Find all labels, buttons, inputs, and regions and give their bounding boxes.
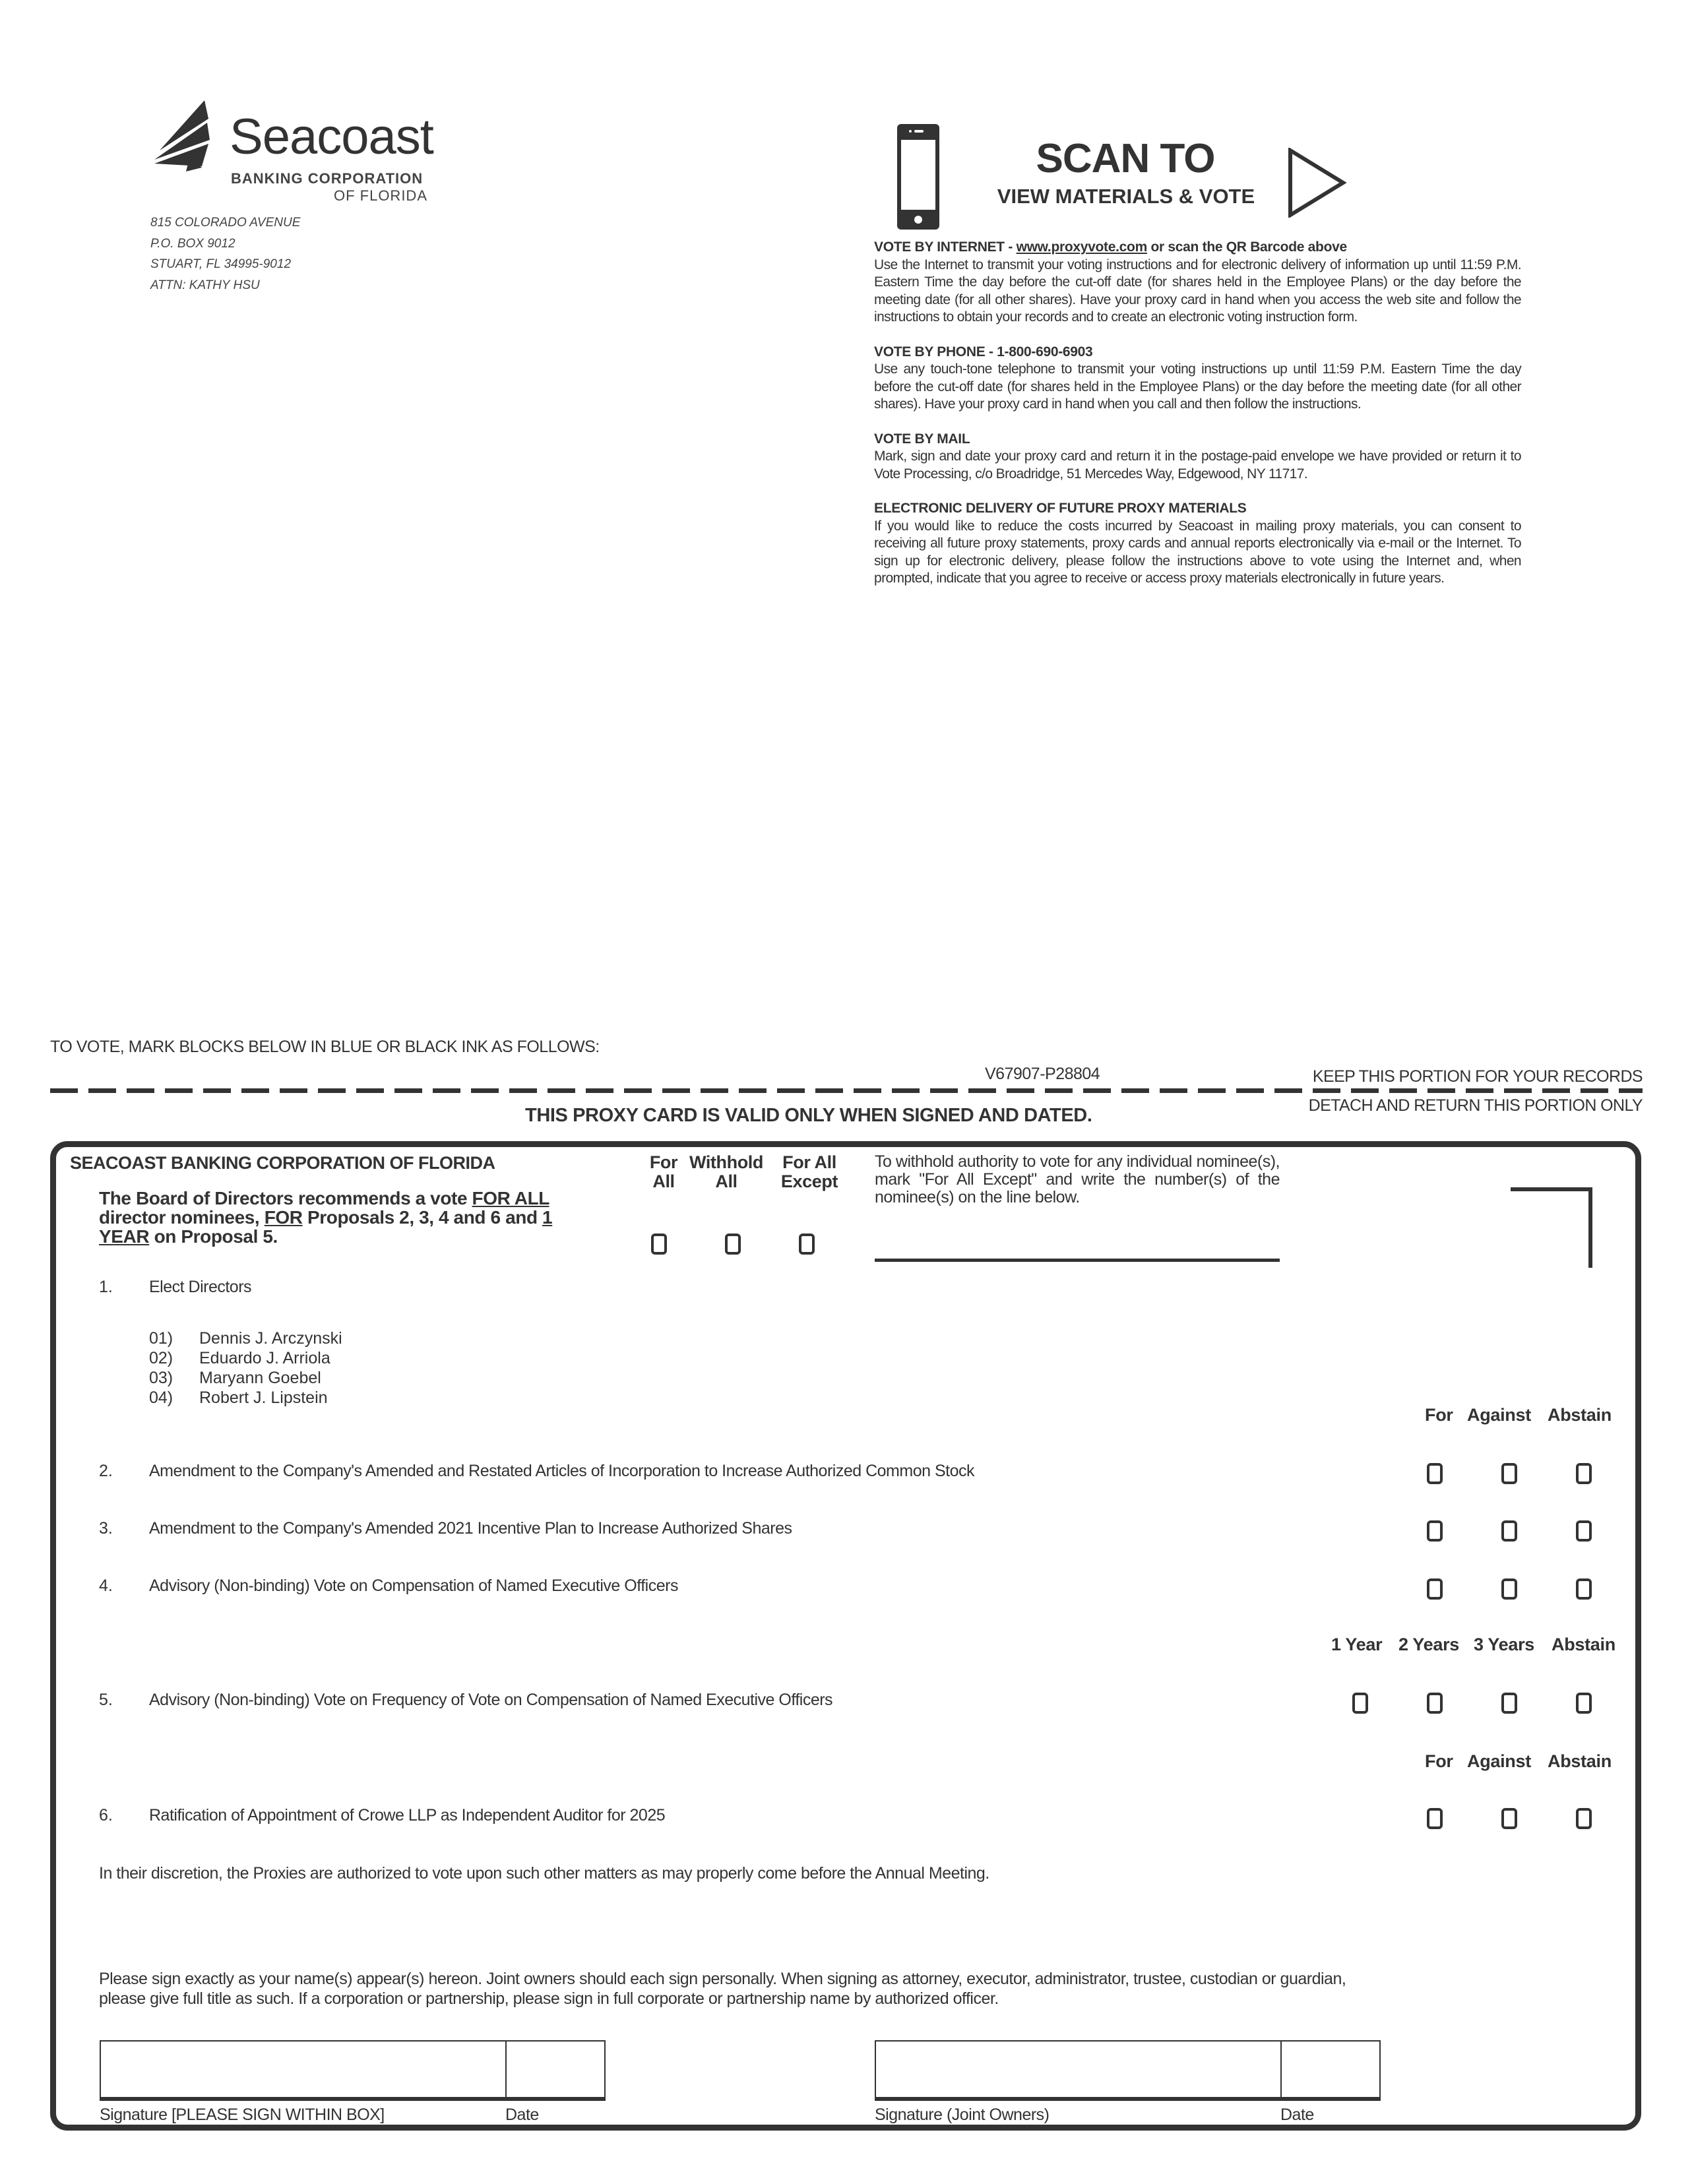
electronic-body: If you would like to reduce the costs incurred by Seacoast in mailing proxy materials, you can consent to receiving all future proxy statements, proxy cards and annual reports electronically via e-mail or the Internet. To sign up for electronic delivery, please follow the instructions above to vote using the Internet and, when prompted, indicate that you agree to receive or access proxy materials electronically in future years. xyxy=(874,518,1521,586)
mail-body: Mark, sign and date your proxy card and return it in the postage-paid envelope we have provided or return it to Vote Processing, c/o Broadridge, 51 Mercedes Way, Edgewood, NY 11717. xyxy=(874,449,1521,482)
proposal-4-for-checkbox[interactable] xyxy=(1427,1578,1443,1600)
keep-portion-label: KEEP THIS PORTION FOR YOUR RECORDS xyxy=(1312,1067,1643,1086)
proposal-4-number: 4. xyxy=(99,1576,113,1595)
validity-notice: THIS PROXY CARD IS VALID ONLY WHEN SIGNED AND DATED. xyxy=(525,1105,1092,1126)
proposal-6-text: Ratification of Appointment of Crowe LLP as Independent Auditor for 2025 xyxy=(149,1806,666,1825)
internet-heading-suffix: or scan the QR Barcode above xyxy=(1146,239,1347,255)
registration-corner-mark xyxy=(1511,1187,1592,1268)
two-years-header: 2 Years xyxy=(1398,1635,1460,1654)
proposal-6-for-checkbox[interactable] xyxy=(1427,1808,1443,1829)
proposal-5-three-years-checkbox[interactable] xyxy=(1501,1693,1517,1714)
for-all-header: For All xyxy=(649,1152,678,1191)
voting-instructions xyxy=(874,239,1521,605)
signing-instructions: Please sign exactly as your name(s) appear(s) hereon. Joint owners should each sign personally. When signing as attorney, executor, administrator, trustee, custodian or guardian, please give full title as such. If a corporation or partnership, please sign in full corporate or partnership name by authorized officer. xyxy=(99,1970,1346,2008)
joint-date-field[interactable] xyxy=(1280,2040,1381,2101)
nominee-item: 04) Robert J. Lipstein xyxy=(149,1388,328,1407)
abstain-header: Abstain xyxy=(1548,1751,1612,1771)
for-header: For xyxy=(1425,1751,1453,1771)
discretion-statement: In their discretion, the Proxies are authorized to vote upon such other matters as may properly come before the Annual Meeting. xyxy=(99,1864,989,1883)
withhold-all-checkbox[interactable] xyxy=(725,1233,741,1255)
proposal-3-text: Amendment to the Company's Amended 2021 Incentive Plan to Increase Authorized Shares xyxy=(149,1519,792,1538)
joint-signature-label: Signature (Joint Owners) xyxy=(875,2106,1050,2124)
for-header: For xyxy=(1425,1405,1453,1425)
proposal-3-for-checkbox[interactable] xyxy=(1427,1520,1443,1542)
nominee-item: 02) Eduardo J. Arriola xyxy=(149,1349,330,1367)
proposal-6-against-checkbox[interactable] xyxy=(1501,1808,1517,1829)
proposal-1-text: Elect Directors xyxy=(149,1278,252,1296)
mail-heading: VOTE BY MAIL xyxy=(874,431,970,447)
proposal-2-abstain-checkbox[interactable] xyxy=(1576,1463,1592,1484)
nominee-item: 01) Dennis J. Arczynski xyxy=(149,1329,342,1348)
proposal-4-abstain-checkbox[interactable] xyxy=(1576,1578,1592,1600)
scan-subtitle: VIEW MATERIALS & VOTE xyxy=(997,185,1255,208)
proposal-2-number: 2. xyxy=(99,1462,113,1480)
signature-date-field[interactable] xyxy=(505,2040,606,2101)
three-years-header: 3 Years xyxy=(1474,1635,1535,1654)
address-line: 815 COLORADO AVENUE xyxy=(150,216,301,230)
joint-date-label: Date xyxy=(1280,2106,1314,2124)
proposal-3-against-checkbox[interactable] xyxy=(1501,1520,1517,1542)
company-name: SEACOAST BANKING CORPORATION OF FLORIDA xyxy=(70,1153,495,1173)
electronic-heading: ELECTRONIC DELIVERY OF FUTURE PROXY MATERIALS xyxy=(874,501,1247,516)
for-all-except-header: For All Except xyxy=(780,1152,838,1191)
nominee-list xyxy=(149,1328,342,1408)
address-line: P.O. BOX 9012 xyxy=(150,236,235,251)
signature-label: Signature [PLEASE SIGN WITHIN BOX] xyxy=(100,2106,385,2124)
seacoast-logo xyxy=(150,99,433,204)
proposal-5-two-years-checkbox[interactable] xyxy=(1427,1693,1443,1714)
signature-date-label: Date xyxy=(505,2106,539,2124)
proxyvote-link[interactable]: www.proxyvote.com xyxy=(1016,239,1147,255)
proposal-4-text: Advisory (Non-binding) Vote on Compensation of Named Executive Officers xyxy=(149,1576,678,1595)
one-year-header: 1 Year xyxy=(1331,1635,1383,1654)
control-code: V67907-P28804 xyxy=(985,1065,1100,1083)
proposal-2-text: Amendment to the Company's Amended and Restated Articles of Incorporation to Increase Authorized Common Stock xyxy=(149,1462,974,1480)
proposal-6-abstain-checkbox[interactable] xyxy=(1576,1808,1592,1829)
proposal-4-against-checkbox[interactable] xyxy=(1501,1578,1517,1600)
proposal-6-number: 6. xyxy=(99,1806,113,1825)
phone-heading: VOTE BY PHONE - 1-800-690-6903 xyxy=(874,344,1093,359)
proposal-3-abstain-checkbox[interactable] xyxy=(1576,1520,1592,1542)
abstain-header: Abstain xyxy=(1548,1405,1612,1425)
vote-by-phone-section xyxy=(874,344,1521,414)
vote-by-internet-section xyxy=(874,239,1521,327)
phone-body: Use any touch-tone telephone to transmit your voting instructions up until 11:59 P.M. Eastern Time the day before the cut-off date (for shares held in the Employee Plans) or the day before the meeting date (for all other shares). Have your proxy card in hand when you call and then follow the instructions. xyxy=(874,361,1521,412)
internet-body: Use the Internet to transmit your voting instructions and for electronic delivery of information up until 11:59 P.M. Eastern Time the day before the cut-off date (for shares held in the Employee Plans) or the day before the meeting date (for all other shares). Have your proxy card in hand when you access the web site and follow the instructions to obtain your records and to create an electronic voting instruction form. xyxy=(874,257,1521,325)
nominee-item: 03) Maryann Goebel xyxy=(149,1369,321,1387)
proposal-2-against-checkbox[interactable] xyxy=(1501,1463,1517,1484)
sail-logo-icon xyxy=(150,99,223,172)
nominee-exception-line[interactable] xyxy=(875,1259,1280,1262)
internet-heading: VOTE BY INTERNET - xyxy=(874,239,1017,255)
scan-title: SCAN TO xyxy=(1036,136,1215,181)
marking-instructions: TO VOTE, MARK BLOCKS BELOW IN BLUE OR BLACK INK AS FOLLOWS: xyxy=(50,1038,600,1056)
smartphone-icon xyxy=(897,124,939,230)
logo-subtitle-1: BANKING CORPORATION xyxy=(231,170,424,187)
signature-field[interactable] xyxy=(100,2040,507,2101)
proposal-1-number: 1. xyxy=(99,1278,113,1296)
detach-portion-label: DETACH AND RETURN THIS PORTION ONLY xyxy=(1308,1096,1643,1115)
play-arrow-icon xyxy=(1288,148,1347,218)
joint-signature-field[interactable] xyxy=(875,2040,1282,2101)
against-header: Against xyxy=(1467,1405,1531,1425)
proposal-2-for-checkbox[interactable] xyxy=(1427,1463,1443,1484)
withhold-all-header: Withhold All xyxy=(689,1152,763,1191)
withhold-instructions: To withhold authority to vote for any individual nominee(s), mark "For All Except" and write the number(s) of the nominee(s) on the line below. xyxy=(875,1152,1280,1206)
address-line: ATTN: KATHY HSU xyxy=(150,278,260,292)
proposal-5-abstain-checkbox[interactable] xyxy=(1576,1693,1592,1714)
proposal-5-number: 5. xyxy=(99,1691,113,1709)
for-all-checkbox[interactable] xyxy=(651,1233,667,1255)
address-line: STUART, FL 34995-9012 xyxy=(150,257,292,271)
proposal-5-text: Advisory (Non-binding) Vote on Frequency of Vote on Compensation of Named Executive Officers xyxy=(149,1691,833,1709)
proposal-3-number: 3. xyxy=(99,1519,113,1538)
proposal-5-one-year-checkbox[interactable] xyxy=(1352,1693,1368,1714)
perforation-dashed-line xyxy=(50,1088,1643,1093)
logo-subtitle-2: OF FLORIDA xyxy=(333,187,427,204)
electronic-delivery-section xyxy=(874,500,1521,588)
return-address xyxy=(150,212,300,296)
against-header: Against xyxy=(1467,1751,1531,1771)
logo-wordmark: Seacoast xyxy=(230,109,433,165)
vote-by-mail-section xyxy=(874,431,1521,484)
board-recommendation: The Board of Directors recommends a vote FOR ALL director nominees, FOR Proposals 2, 3, 4 and 6 and 1 YEAR on Proposal 5. xyxy=(99,1188,553,1247)
for-all-except-checkbox[interactable] xyxy=(799,1233,815,1255)
abstain-header: Abstain xyxy=(1552,1635,1616,1654)
